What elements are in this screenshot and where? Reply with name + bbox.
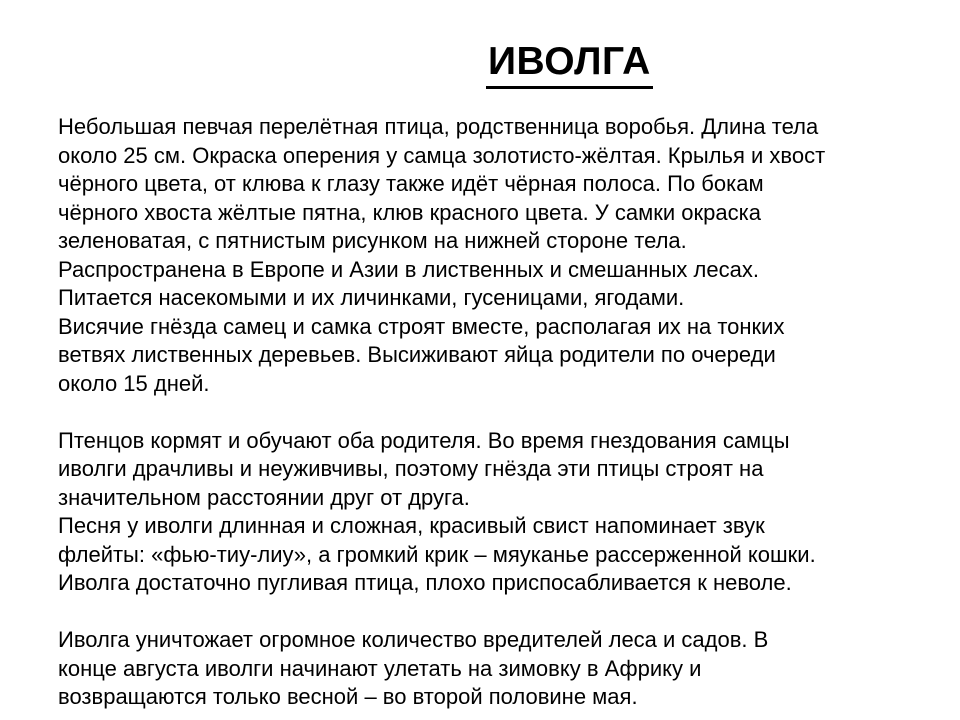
text-line: значительном расстоянии друг от друга. — [58, 484, 470, 510]
text-line: возвращаются только весной – во второй половине мая. — [58, 684, 638, 709]
text-line: Небольшая певчая перелётная птица, родственница воробья. Длина тела — [58, 114, 819, 139]
text-line: Распространена в Европе и Азии в лиственных и смешанных лесах. — [58, 256, 759, 282]
text-line: около 25 см. Окраска оперения у самца золотисто-жёлтая. Крылья и хвост — [58, 142, 826, 168]
text-line: Висячие гнёзда самец и самка строят вместе, располагая их на тонких — [58, 313, 785, 339]
body-text — [58, 113, 938, 712]
page-title: ИВОЛГА — [486, 38, 653, 89]
text-line: чёрного цвета, от клюва к глазу также идёт чёрная полоса. По бокам — [58, 171, 764, 196]
text-line: флейты: «фью-тиу-лиу», а громкий крик – мяуканье рассерженной кошки. — [58, 541, 816, 567]
paragraph-spacer — [58, 398, 938, 427]
text-line: ветвях лиственных деревьев. Высиживают яйца родители по очереди — [58, 342, 776, 367]
text-line: зеленоватая, с пятнистым рисунком на нижней стороне тела. — [58, 228, 687, 253]
paragraph-spacer — [58, 598, 938, 627]
text-line: около 15 дней. — [58, 370, 210, 396]
text-line: чёрного хвоста жёлтые пятна, клюв красного цвета. У самки окраска — [58, 199, 761, 225]
text-line: Птенцов кормят и обучают оба родителя. Во время гнездования самцы — [58, 427, 790, 453]
text-line: Питается насекомыми и их личинками, гусеницами, ягодами. — [58, 285, 685, 310]
text-line: Песня у иволги длинная и сложная, красивый свист напоминает звук — [58, 513, 765, 538]
text-line: Иволга достаточно пугливая птица, плохо приспосабливается к неволе. — [58, 570, 792, 595]
text-line: иволги драчливы и неуживчивы, поэтому гнёзда эти птицы строят на — [58, 456, 764, 481]
text-line: Иволга уничтожает огромное количество вредителей леса и садов. В — [58, 627, 769, 652]
text-line: конце августа иволги начинают улетать на зимовку в Африку и — [58, 655, 702, 681]
